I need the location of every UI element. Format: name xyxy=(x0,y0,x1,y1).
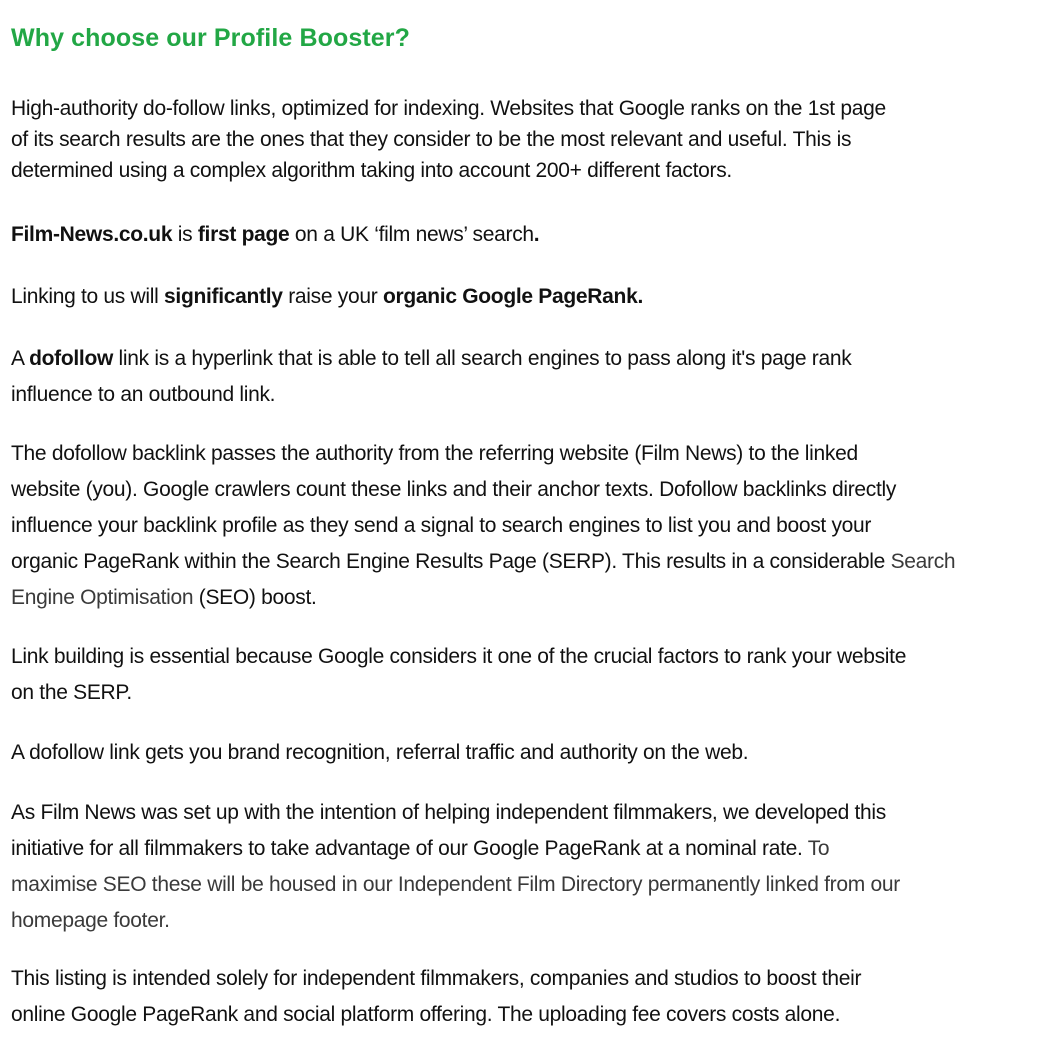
first-page-paragraph: Film-News.co.uk is first page on a UK ‘film news’ search. xyxy=(11,223,540,246)
intro-paragraph: High-authority do-follow links, optimized for indexing. Websites that Google ranks on the 1st page of its search results are the ones that they consider to be the most relevant and useful. This is determined using a complex algorithm taking into account 200+ different factors. xyxy=(11,97,886,182)
first-page-emphasis: first page xyxy=(197,223,290,246)
directory-note: maximise SEO these will be housed in our Independent Film Directory permanently linked from our xyxy=(11,873,900,896)
dofollow-definition-paragraph: A dofollow link is a hyperlink that is able to tell all search engines to pass along it's page rank influence to an outbound link. xyxy=(11,347,852,406)
organic-pagerank-emphasis: organic Google PageRank. xyxy=(382,285,643,308)
seo-link-text-cont[interactable]: Engine Optimisation xyxy=(11,586,194,609)
site-name: Film-News.co.uk xyxy=(11,223,173,246)
brand-recognition-paragraph: A dofollow link gets you brand recognition, referral traffic and authority on the web. xyxy=(11,741,749,764)
linking-paragraph: Linking to us will significantly raise your organic Google PageRank. xyxy=(11,285,643,308)
seo-link-text[interactable]: Search xyxy=(890,550,956,573)
initiative-paragraph: As Film News was set up with the intention of helping independent filmmakers, we developed this initiative for all filmmakers to take advantage of our Google PageRank at a nominal rate. To maximise SEO these will be housed in our Independent Film Directory permanently linked from our homepage footer. xyxy=(11,801,900,932)
link-building-paragraph: Link building is essential because Google considers it one of the crucial factors to rank your website on the SERP. xyxy=(11,645,907,704)
listing-paragraph: This listing is intended solely for independent filmmakers, companies and studios to boost their online Google PageRank and social platform offering. The uploading fee covers costs alone. xyxy=(11,967,862,1026)
dofollow-emphasis: dofollow xyxy=(29,347,114,370)
page-title: Why choose our Profile Booster? xyxy=(11,24,410,52)
backlink-paragraph: The dofollow backlink passes the authority from the referring website (Film News) to the linked website (you). Google crawlers count these links and their anchor texts. Dofollow backlinks directly influence your backlink profile as they send a signal to search engines to list you and boost your organic PageRank within the Search Engine Results Page (SERP). This results in a considerable Search Engine Optimisation (SEO) boost. xyxy=(11,442,956,609)
significantly-emphasis: significantly xyxy=(164,285,283,308)
